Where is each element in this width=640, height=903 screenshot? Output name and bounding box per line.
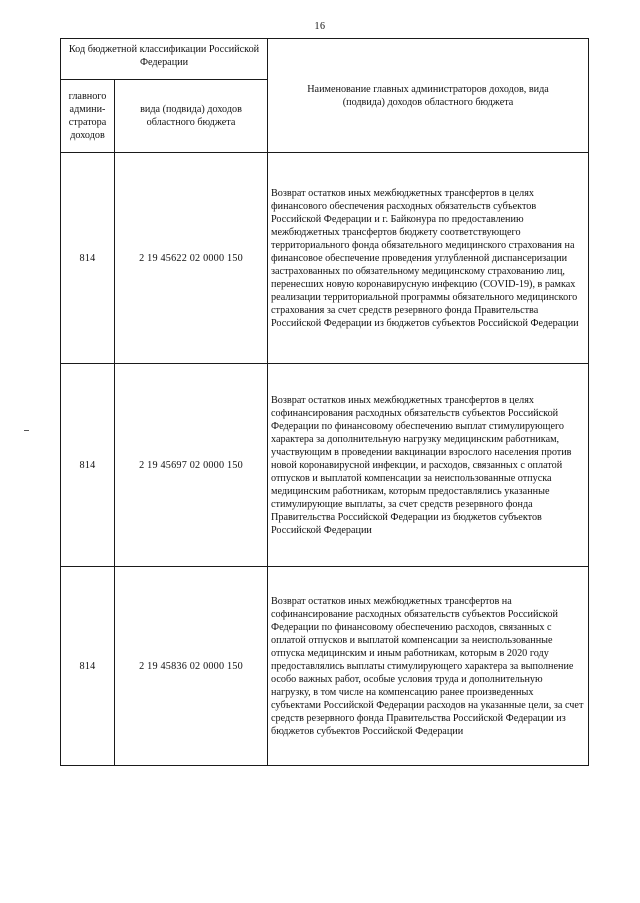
table-row <box>61 567 589 766</box>
header-group-title: Код бюджетной классификации Российской Федерации <box>61 39 268 80</box>
income-code-cell: 2 19 45697 02 0000 150 <box>115 364 268 567</box>
table-header-row <box>61 39 589 80</box>
header-code-column: вида (подвида) доходов областного бюджета <box>115 80 268 153</box>
admin-code-cell: 814 <box>61 364 115 567</box>
income-name-cell: Возврат остатков иных межбюджетных трансфертов на софинансирование расходных обязательств субъектов Российской Федерации по финансовому обеспечению расходов, связанных с оплатой отпусков и выплатой компенсации за неиспользованные отпуска медицинским и иным работникам, которым в 2020 году предоставлялись выплаты стимулирующего характера за выполнение особо важных работ, особые условия труда и дополнительную нагрузку, в том числе на компенсацию ранее произведенных субъектами Российской Федерации расходов на указанные цели, за счет средств резервного фонда Правительства Российской Федерации из бюджетов субъектов Российской Федерации <box>268 567 589 766</box>
budget-classification-table <box>60 38 589 766</box>
table-row <box>61 364 589 567</box>
income-code-cell: 2 19 45622 02 0000 150 <box>115 153 268 364</box>
admin-code-cell: 814 <box>61 153 115 364</box>
margin-mark <box>24 430 29 431</box>
page-number: 16 <box>314 21 326 32</box>
table-row <box>61 153 589 364</box>
admin-code-cell: 814 <box>61 567 115 766</box>
header-admin-column: главного админи-стратора доходов <box>61 80 115 153</box>
income-code-cell: 2 19 45836 02 0000 150 <box>115 567 268 766</box>
income-name-cell: Возврат остатков иных межбюджетных трансфертов в целях софинансирования расходных обязательств субъектов Российской Федерации по финансовому обеспечению выплат стимулирующего характера за дополнительную нагрузку медицинским работникам, участвующим в проведении вакцинации взрослого населения против новой коронавирусной инфекции, и расходов, связанных с оплатой отпусков и выплатой компенсации за неиспользованные отпуска медицинским работникам, которым предоставлялись указанные стимулирующие выплаты, за счет средств резервного фонда Правительства Российской Федерации из бюджетов субъектов Российской Федерации <box>268 364 589 567</box>
header-name-column: Наименование главных администраторов доходов, вида (подвида) доходов областного бюджета <box>268 39 589 153</box>
income-name-cell: Возврат остатков иных межбюджетных трансфертов в целях финансового обеспечения расходных обязательств субъектов Российской Федерации и г. Байконура по предоставлению межбюджетных трансфертов бюджету соответствующего территориального фонда обязательного медицинского страхования на финансовое обеспечение проведения углубленной диспансеризации застрахованных по обязательному медицинскому страхованию лиц, перенесших новую коронавирусную инфекцию (COVID-19), в рамках реализации территориальной программы обязательного медицинского страхования за счет средств резервного фонда Правительства Российской Федерации из бюджетов субъектов Российской Федерации <box>268 153 589 364</box>
